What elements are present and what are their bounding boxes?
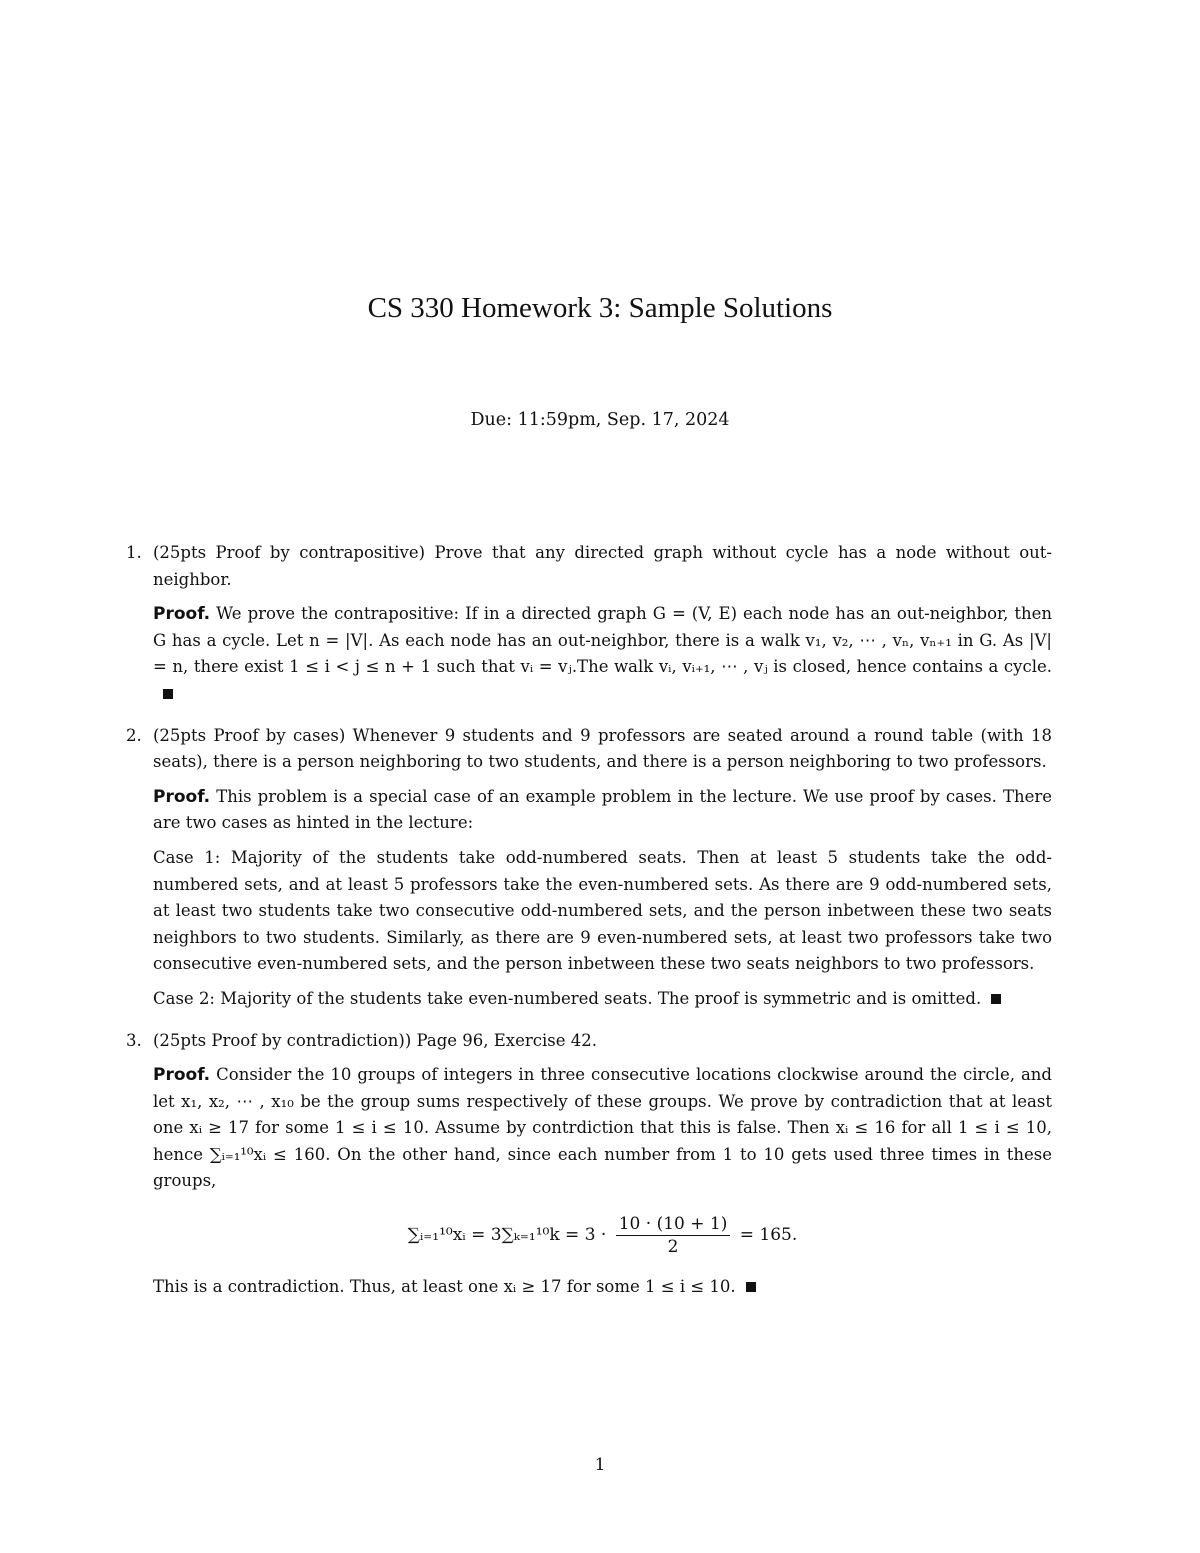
problem-1 [122, 540, 1052, 708]
problem-number: 3. [126, 1030, 142, 1050]
problem-2 [122, 723, 1052, 1013]
page-title: CS 330 Homework 3: Sample Solutions [367, 292, 833, 324]
conclusion-text: This is a contradiction. Thus, at least one xᵢ ≥ 17 for some 1 ≤ i ≤ 10. [153, 1277, 736, 1297]
problem-number: 2. [126, 725, 142, 745]
case-1-paragraph: Case 1: Majority of the students take odd-numbered seats. Then at least 5 students take the odd-numbered sets, and at least 5 professors take the even-numbered sets. As there are 9 odd-numbered sets, at least two students take two consecutive odd-numbered sets, and the person inbetween these two seats neighbors to two students. Similarly, as there are 9 even-numbered sets, at least two professors take two consecutive even-numbered sets, and the person inbetween these two seats neighbors to two professors. [153, 847, 1052, 974]
equation-left: ∑ᵢ₌₁¹⁰xᵢ = 3∑ₖ₌₁¹⁰k = 3 · [407, 1225, 607, 1246]
proof-text: Consider the 10 groups of integers in three consecutive locations clockwise around the circle, and let x₁, x₂, ⋯ , x₁₀ be the group sums respectively of these groups. We prove by contradiction that at least one xᵢ ≥ 17 for some 1 ≤ i ≤ 10. Assume by contrdiction that this is false. Then xᵢ ≤ 16 for all 1 ≤ i ≤ 10, hence ∑ᵢ₌₁¹⁰xᵢ ≤ 160. On the other hand, since each number from 1 to 10 gets used three times in these groups, [153, 1065, 1052, 1191]
qed-square-icon [991, 994, 1001, 1004]
problem-3 [122, 1028, 1052, 1259]
proof-text: This problem is a special case of an example problem in the lecture. We use proof by cases. There are two cases as hinted in the lecture: [153, 786, 1053, 833]
equation-right: = 165. [739, 1225, 798, 1246]
proof-text: We prove the contrapositive: If in a directed graph G = (V, E) each node has an out-neighbor, then G has a cycle. Let n = |V|. As each node has an out-neighbor, there is a walk v₁, v₂, ⋯ , vₙ, vₙ₊₁ in G. As |V| = n, there exist 1 ≤ i < j ≤ n + 1 such that vᵢ = vⱼ.The walk vᵢ, vᵢ₊₁, ⋯ , vⱼ is closed, hence contains a cycle. [153, 604, 1052, 677]
proof-label: Proof. [153, 1065, 211, 1086]
problem-number: 1. [126, 543, 142, 562]
due-date: Due: 11:59pm, Sep. 17, 2024 [470, 410, 730, 430]
fraction-numerator: 10 · (10 + 1) [616, 1213, 731, 1236]
proof-paragraph [153, 784, 1052, 837]
qed-square-icon [746, 1282, 756, 1292]
fraction-denominator: 2 [667, 1237, 679, 1258]
proof-label: Proof. [153, 604, 211, 625]
problem-list [122, 540, 1052, 1309]
display-equation [153, 1213, 1052, 1258]
equation-fraction [616, 1213, 731, 1258]
case-2-text: Case 2: Majority of the students take even-numbered seats. The proof is symmetric and is omitted. [153, 988, 982, 1008]
problem-statement: (25pts Proof by contradiction)) Page 96, Exercise 42. [153, 1030, 597, 1050]
proof-label: Proof. [153, 786, 211, 807]
page-number: 1 [594, 1455, 606, 1475]
problem-statement: (25pts Proof by cases) Whenever 9 students and 9 professors are seated around a round table (with 18 seats), there is a person neighboring to two students, and there is a person neighboring to two professors. [153, 725, 1052, 772]
proof-paragraph [153, 601, 1052, 707]
proof-paragraph [153, 1062, 1052, 1195]
conclusion-paragraph [122, 1274, 1052, 1301]
case-2-paragraph [153, 986, 1052, 1013]
problem-statement: (25pts Proof by contrapositive) Prove that any directed graph without cycle has a node without out-neighbor. [153, 543, 1052, 589]
qed-square-icon [163, 689, 173, 699]
